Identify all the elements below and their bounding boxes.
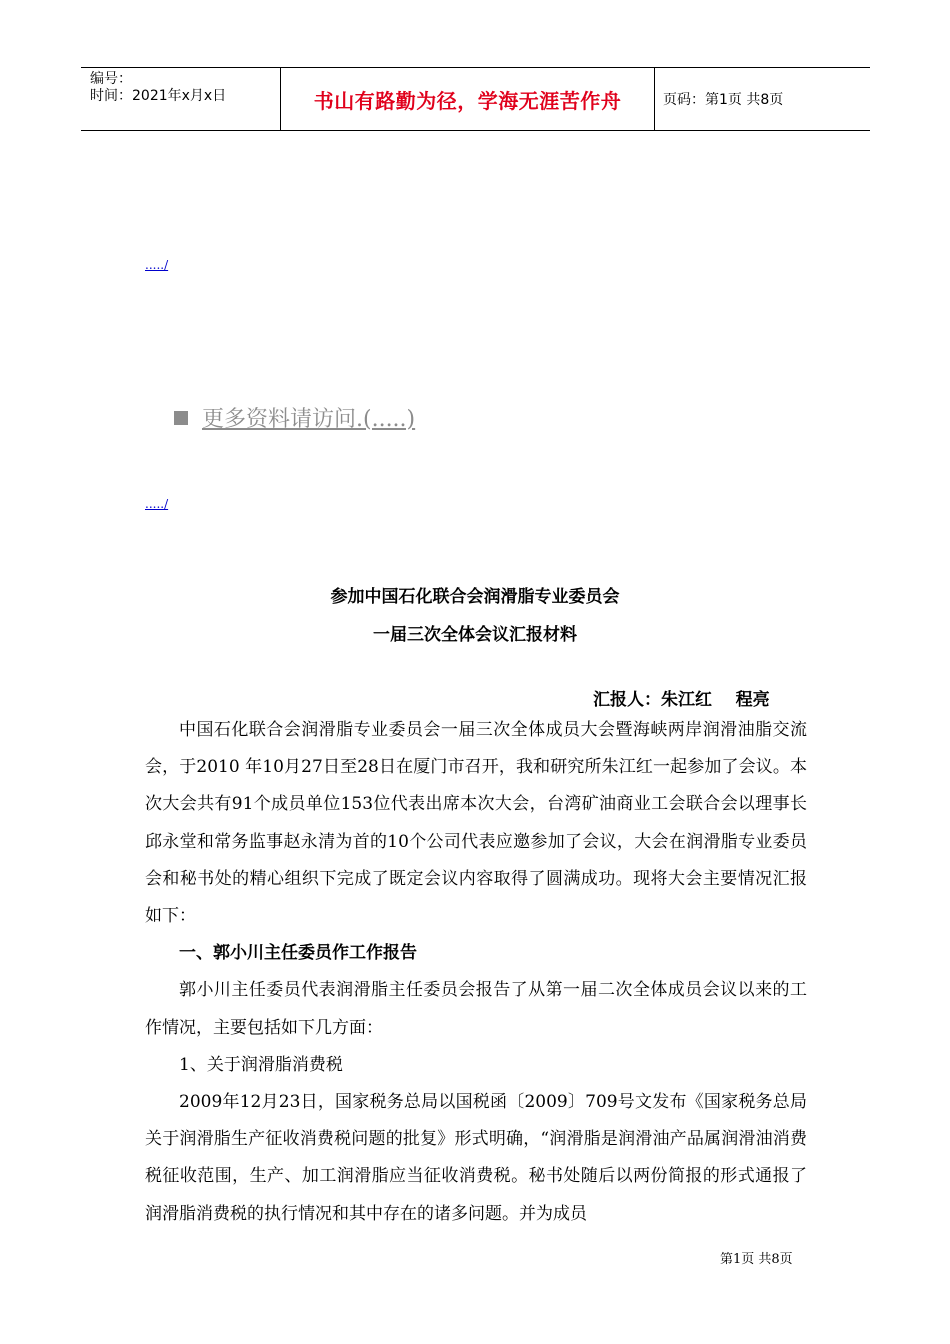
- more-info-text[interactable]: 更多资料请访问.(.....): [202, 407, 416, 432]
- dots-link-bottom[interactable]: ...../: [145, 497, 169, 511]
- square-bullet-icon: [174, 411, 188, 425]
- section-heading: 一、郭小川主任委员作工作报告: [179, 943, 417, 964]
- reporter-line: 汇报人：朱江红 程亮: [593, 690, 770, 710]
- dots-link-top[interactable]: ...../: [145, 258, 169, 272]
- subsection-heading: 1、关于润滑脂消费税: [179, 1054, 343, 1075]
- header-meta: [81, 68, 281, 130]
- body-paragraph: 中国石化联合会润滑脂专业委员会一届三次全体成员大会暨海峡两岸润滑油脂交流会，于2010 年10月27日至28日在厦门市召开，我和研究所朱江红一起参加了会议。本次大会共有91个成员单位153位代表出席本次大会，台湾矿油商业工会联合会以理事长邱永堂和常务监事赵永清为首的10个公司代表应邀参加了会议，大会在润滑脂专业委员会和秘书处的精心组织下完成了既定会议内容取得了圆满成功。现将大会主要情况汇报如下：: [145, 720, 807, 927]
- page-footer: 第1页 共8页: [720, 1252, 793, 1267]
- more-info-link[interactable]: [174, 402, 415, 433]
- header-motto: 书山有路勤为径，学海无涯苦作舟: [281, 68, 655, 130]
- body-paragraph: 2009年12月23日，国家税务总局以国税函〔2009〕709号文发布《国家税务总局关于润滑脂生产征收消费税问题的批复》形式明确，“润滑脂是润滑油产品属润滑油消费税征收范围，生产、加工润滑脂应当征收消费税。秘书处随后以两份简报的形式通报了润滑脂消费税的执行情况和其中存在的诸多问题。并为成员: [145, 1092, 807, 1224]
- document-title-line2: 一届三次全体会议汇报材料: [373, 625, 577, 645]
- header-time-label: 时间：2021年x月x日: [90, 88, 227, 104]
- document-body: [145, 712, 807, 1233]
- document-title-line1: 参加中国石化联合会润滑脂专业委员会: [330, 587, 620, 607]
- header-page-info: 页码：第1页 共8页: [663, 92, 784, 108]
- header-number-label: 编号：: [90, 71, 132, 87]
- page-header: [81, 67, 870, 131]
- body-paragraph: 郭小川主任委员代表润滑脂主任委员会报告了从第一届二次全体成员会议以来的工作情况，主要包括如下几方面：: [145, 980, 807, 1038]
